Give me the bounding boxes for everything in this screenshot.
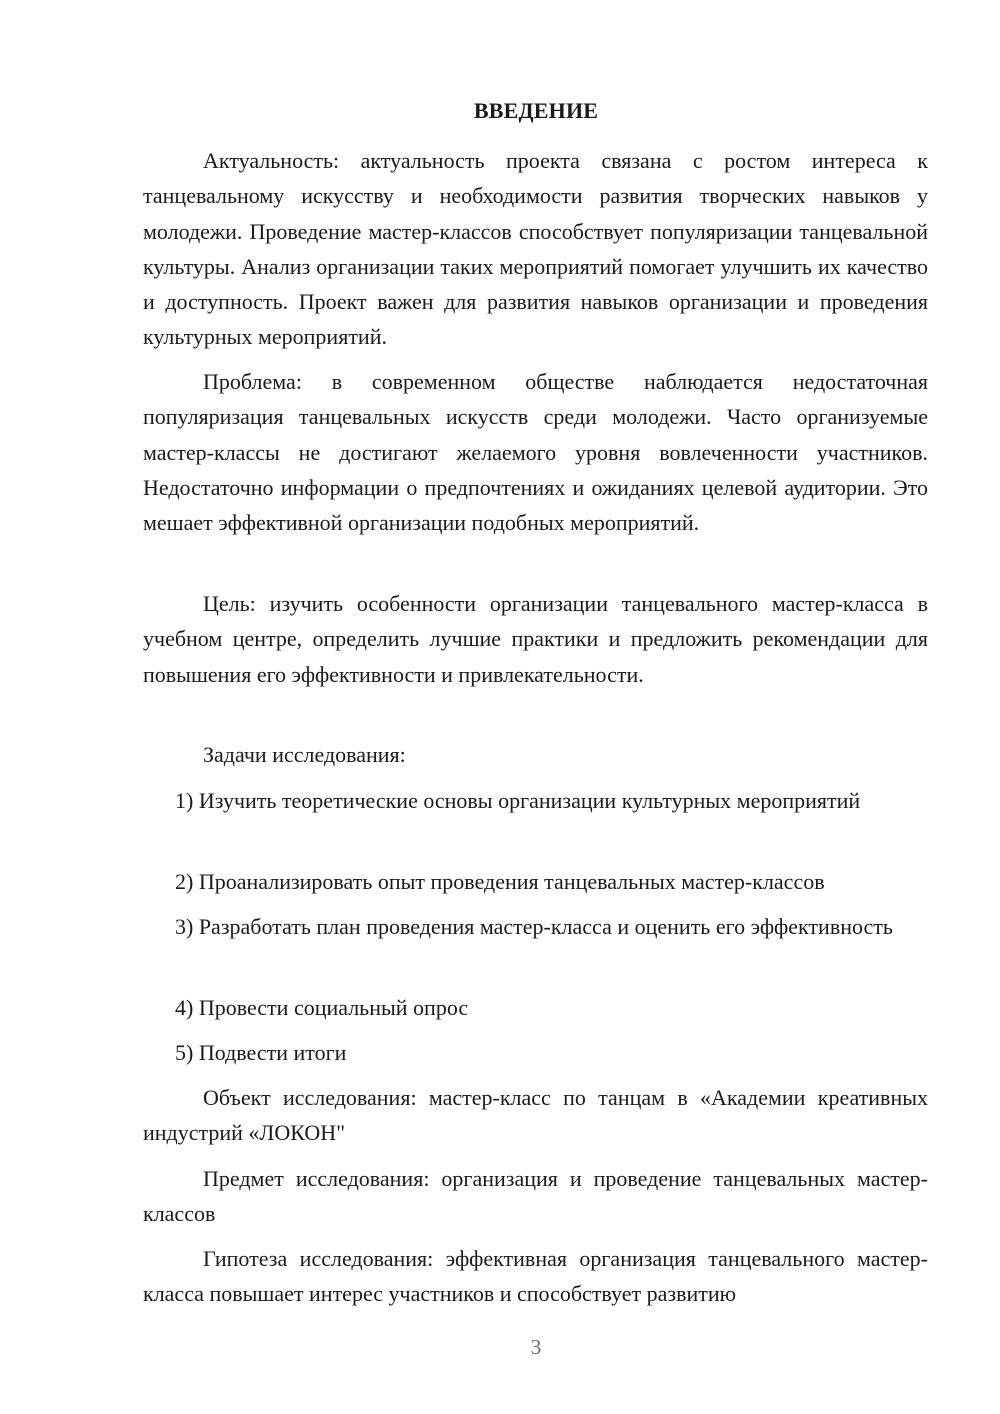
paragraph-object: Объект исследования: мастер-класс по танцам в «Академии креативных индустрий «ЛОКОН"	[143, 1085, 928, 1146]
paragraph-goal: Цель: изучить особенности организации танцевального мастер-класса в учебном центре, определить лучшие практики и предложить рекомендации для повышения его эффективности и привлекательности.	[143, 591, 928, 687]
page-number: 3	[530, 1335, 542, 1359]
task-item-4: 4) Провести социальный опрос	[175, 995, 469, 1020]
task-item-5: 5) Подвести итоги	[175, 1040, 347, 1065]
page-title: ВВЕДЕНИЕ	[473, 98, 599, 123]
paragraph-subject: Предмет исследования: организация и проведение танцевальных мастер-классов	[143, 1166, 928, 1227]
paragraph-problem: Проблема: в современном обществе наблюдается недостаточная популяризация танцевальных искусств среди молодежи. Часто организуемые мастер-классы не достигают желаемого уровня вовлеченности участников. Недостаточно информации о предпочтениях и ожиданиях целевой аудитории. Это мешает эффективной организации подобных мероприятий.	[143, 369, 928, 536]
tasks-heading: Задачи исследования:	[203, 742, 406, 767]
task-item-2: 2) Проанализировать опыт проведения танцевальных мастер-классов	[175, 869, 825, 894]
task-item-1: 1) Изучить теоретические основы организации культурных мероприятий	[175, 788, 861, 813]
task-item-3: 3) Разработать план проведения мастер-класса и оценить его эффективность	[175, 914, 893, 939]
paragraph-hypothesis: Гипотеза исследования: эффективная организация танцевального мастер-класса повышает интерес участников и способствует развитию	[143, 1246, 928, 1307]
paragraph-relevance: Актуальность: актуальность проекта связана с ростом интереса к танцевальному искусству и необходимости развития творческих навыков у молодежи. Проведение мастер-классов способствует популяризации танцевальной культуры. Анализ организации таких мероприятий помогает улучшить их качество и доступность. Проект важен для развития навыков организации и проведения культурных мероприятий.	[143, 148, 928, 350]
